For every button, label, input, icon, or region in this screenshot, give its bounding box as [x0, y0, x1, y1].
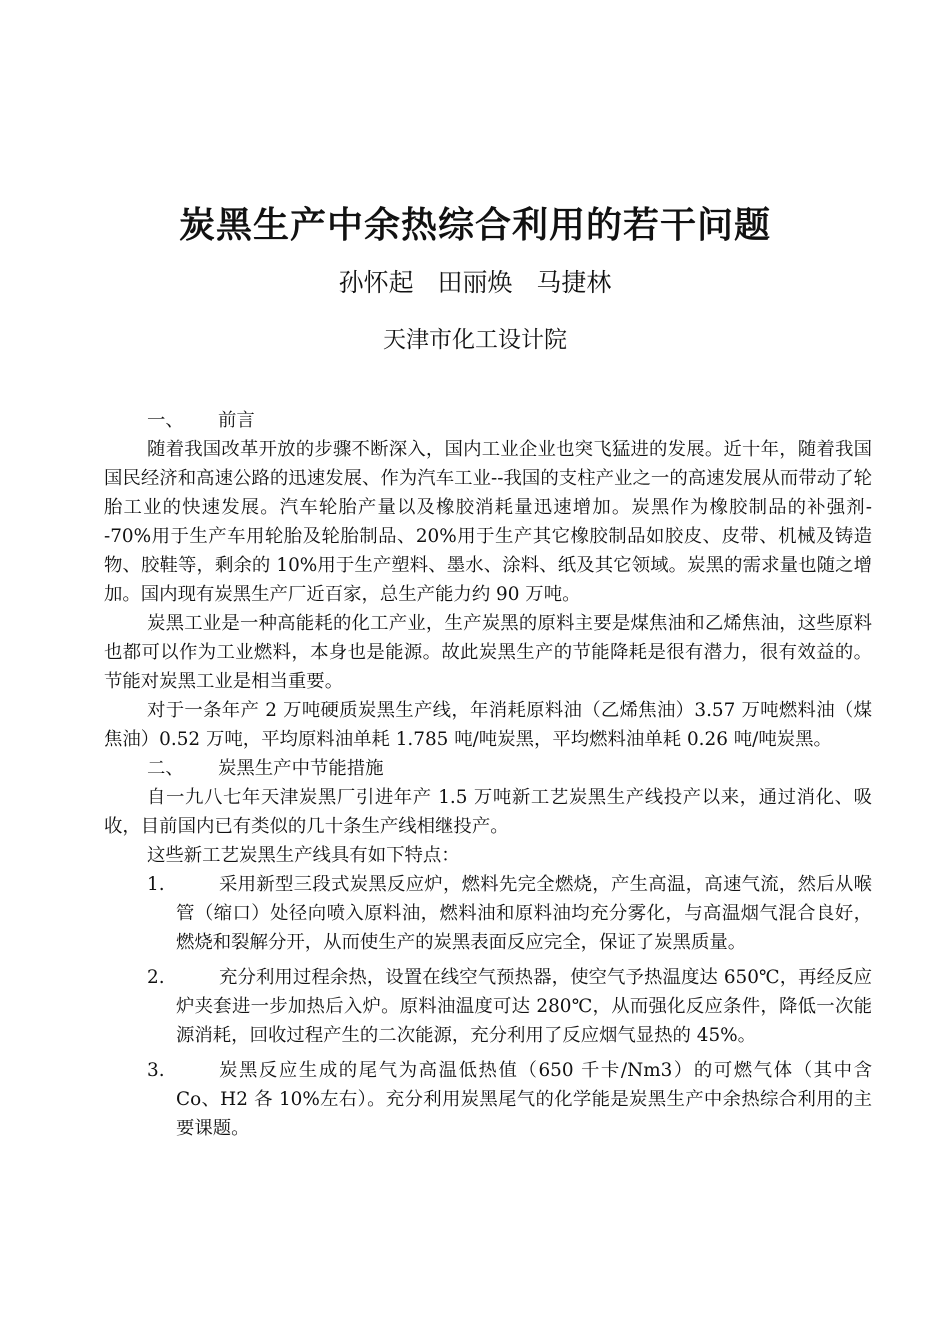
author-list: 孙怀起 田丽焕 马捷林: [338, 268, 612, 297]
body-paragraph: 炭黑工业是一种高能耗的化工产业，生产炭黑的原料主要是煤焦油和乙烯焦油，这些原料也都可以作为工业燃料，本身也是能源。故此炭黑生产的节能降耗是很有潜力，很有效益的。节能对炭黑工业是相当重要。: [104, 613, 872, 692]
section-heading-energy-saving: [104, 754, 872, 783]
list-item-text: 炭黑反应生成的尾气为高温低热值（650 千卡/Nm3）的可燃气体（其中含 Co、H2 各 10%左右）。充分利用炭黑尾气的化学能是炭黑生产中余热综合利用的主要课题。: [176, 1060, 872, 1139]
section-number: 一、: [147, 410, 184, 431]
body-paragraph: 这些新工艺炭黑生产线具有如下特点：: [147, 845, 460, 866]
list-item-number: 2.: [147, 967, 165, 988]
list-item: [104, 963, 872, 1050]
section-number: 二、: [147, 758, 184, 779]
feature-list: [104, 870, 872, 1143]
body-paragraph: 对于一条年产 2 万吨硬质炭黑生产线，年消耗原料油（乙烯焦油）3.57 万吨燃料油（煤焦油）0.52 万吨，平均原料油单耗 1.785 吨/吨炭黑，平均燃料油单耗 0.26 吨/吨炭黑。: [104, 700, 872, 750]
list-item: [104, 870, 872, 957]
list-item-text: 充分利用过程余热，设置在线空气预热器，使空气予热温度达 650℃，再经反应炉夹套进一步加热后入炉。原料油温度可达 280℃，从而强化反应条件，降低一次能源消耗，回收过程产生的二次能源，充分利用了反应烟气显热的 45%。: [176, 967, 872, 1046]
section-title: 前言: [218, 410, 255, 431]
section-heading-preface: [104, 406, 872, 435]
body-paragraph: 随着我国改革开放的步骤不断深入，国内工业企业也突飞猛进的发展。近十年，随着我国国民经济和高速公路的迅速发展、作为汽车工业--我国的支柱产业之一的高速发展从而带动了轮胎工业的快速发展。汽车轮胎产量以及橡胶消耗量迅速增加。炭黑作为橡胶制品的补强剂--70%用于生产车用轮胎及轮胎制品、20%用于生产其它橡胶制品如胶皮、皮带、机械及铸造物、胶鞋等，剩余的 10%用于生产塑料、墨水、涂料、纸及其它领域。炭黑的需求量也随之增加。国内现有炭黑生产厂近百家，总生产能力约 90 万吨。: [104, 439, 872, 605]
list-item-text: 采用新型三段式炭黑反应炉，燃料先完全燃烧，产生高温，高速气流，然后从喉管（缩口）处径向喷入原料油，燃料油和原料油均充分雾化，与高温烟气混合良好，燃烧和裂解分开，从而使生产的炭黑表面反应完全，保证了炭黑质量。: [176, 874, 872, 953]
author-affiliation: 天津市化工设计院: [383, 327, 567, 353]
body-paragraph: 自一九八七年天津炭黑厂引进年产 1.5 万吨新工艺炭黑生产线投产以来，通过消化、吸收，目前国内已有类似的几十条生产线相继投产。: [104, 787, 872, 837]
list-item: [104, 1056, 872, 1143]
section-title: 炭黑生产中节能措施: [218, 758, 384, 779]
list-item-number: 1.: [147, 874, 165, 895]
document-body: [104, 406, 872, 1149]
document-title: 炭黑生产中余热综合利用的若干问题: [178, 205, 771, 246]
list-item-number: 3.: [147, 1060, 165, 1081]
